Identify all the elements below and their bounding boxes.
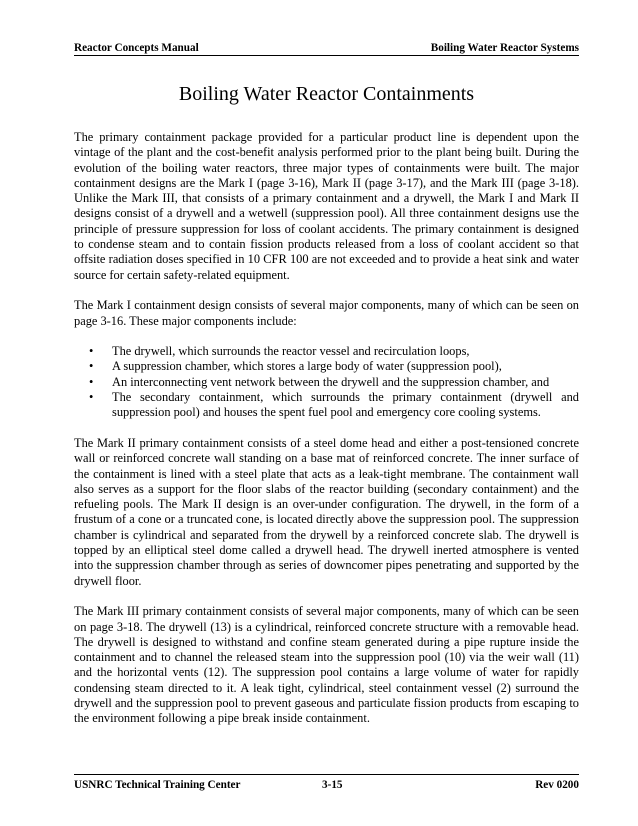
- list-item: [74, 359, 579, 374]
- bullet-icon: •: [89, 390, 94, 405]
- bullet-icon: •: [89, 374, 94, 389]
- list-item-text: The secondary containment, which surrounds the primary containment (drywell and suppression pool) and houses the spent fuel pool and emergency core cooling systems.: [112, 390, 579, 420]
- bullet-icon: •: [89, 344, 94, 359]
- list-item: [74, 375, 579, 390]
- list-item-text: The drywell, which surrounds the reactor vessel and recirculation loops,: [112, 344, 470, 359]
- page-title: Boiling Water Reactor Containments: [178, 83, 475, 105]
- footer-revision: Rev 0200: [535, 779, 579, 791]
- list-item: [74, 390, 579, 421]
- paragraph-mark-ii: The Mark II primary containment consists of a steel dome head and either a post-tensioned concrete wall or reinforced concrete wall standing on a base mat of reinforced concrete. The inner surface of the containment is lined with a steel plate that acts as a leak-tight membrane. The containment wall also serves as a support for the floor slabs of the reactor building (secondary containment) and the refueling pools. The Mark II design is an over-under configuration. The drywell, in the form of a frustum of a cone or a truncated cone, is located directly above the suppression pool. The suppression chamber is cylindrical and separated from the drywell by a reinforced concrete slab. The drywell is topped by an elliptical steel dome called a drywell head. The drywell inerted atmosphere is vented into the suppression chamber through as series of downcomer pipes penetrating and supported by the drywell floor.: [74, 435, 579, 588]
- paragraph-mark-iii: The Mark III primary containment consists of several major components, many of which can be seen on page 3-18. The drywell (13) is a cylindrical, reinforced concrete structure with a removable head. The drywell is designed to withstand and confine steam generated during a pipe rupture inside the containment and to channel the released steam into the suppression pool (10) via the weir wall (11) and the horizontal vents (12). The suppression pool contains a large volume of water for rapidly condensing steam directed to it. A leak tight, cylindrical, steel containment vessel (2) surround the drywell and the suppression pool to prevent gaseous and particulate fission products from escaping to the environment following a pipe break inside containment.: [74, 604, 579, 726]
- page-footer: [74, 774, 579, 793]
- document-body: [74, 130, 579, 742]
- list-item: [74, 344, 579, 359]
- list-item-text: A suppression chamber, which stores a large body of water (suppression pool),: [112, 359, 502, 374]
- header-manual-title: Reactor Concepts Manual: [74, 42, 199, 54]
- paragraph-intro: The primary containment package provided for a particular product line is dependent upon the vintage of the plant and the cost-benefit analysis performed prior to the plant being built. During the evolution of the boiling water reactors, three major types of containments were built. The major containment designs are the Mark I (page 3-16), Mark II (page 3-17), and the Mark III (page 3-18). Unlike the Mark III, that consists of a primary containment and a drywell, the Mark I and Mark II designs consist of a drywell and a wetwell (suppression pool). All three containment designs use the principle of pressure suppression for loss of coolant accidents. The primary containment is designed to condense steam and to contain fission products released from a loss of coolant accident so that offsite radiation doses specified in 10 CFR 100 are not exceeded and to provide a heat sink and water source for certain safety-related equipment.: [74, 130, 579, 282]
- paragraph-mark-i: The Mark I containment design consists of several major components, many of which can be seen on page 3-16. These major components include:: [74, 298, 579, 328]
- page-header: [74, 41, 579, 56]
- bullet-icon: •: [89, 359, 94, 374]
- list-item-text: An interconnecting vent network between the drywell and the suppression chamber, and: [112, 374, 550, 389]
- footer-organization: USNRC Technical Training Center: [74, 779, 241, 791]
- header-section-title: Boiling Water Reactor Systems: [430, 42, 579, 54]
- mark-i-components-list: [74, 344, 579, 420]
- page-number: 3-15: [322, 779, 343, 791]
